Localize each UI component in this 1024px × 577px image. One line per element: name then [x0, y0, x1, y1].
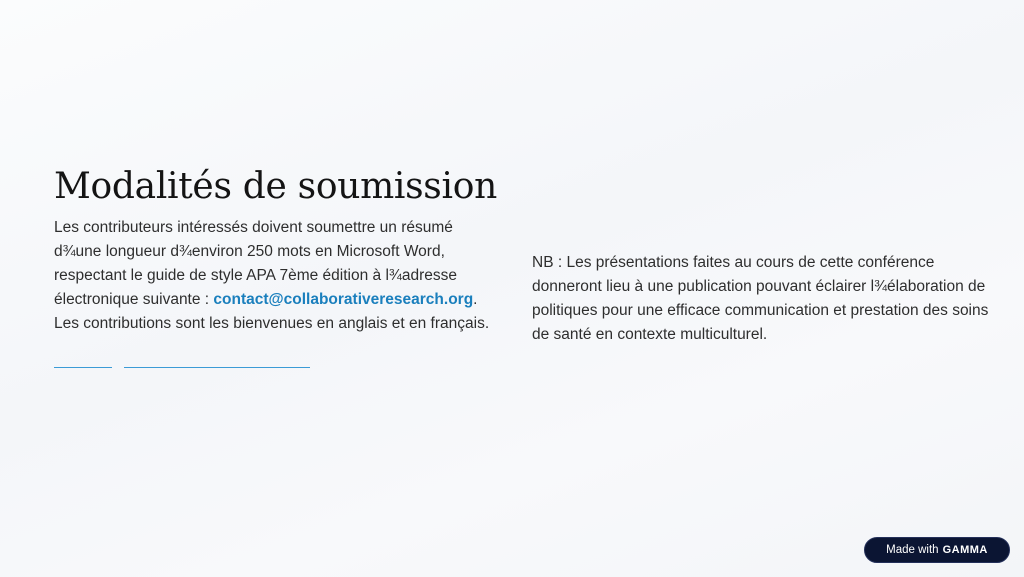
submission-details: [54, 216, 504, 336]
submission-text-after: . Les contributions sont les bienvenues en anglais et en français.: [54, 291, 490, 332]
underline-long: [124, 367, 310, 368]
made-with-gamma-badge[interactable]: [864, 537, 1010, 563]
contact-email-link[interactable]: contact@collaborativeresearch.org: [213, 291, 474, 308]
publication-note: NB : Les présentations faites au cours de cette conférence donneront lieu à une publication pouvant éclairer l¾élaboration de politiques pour une efficace communication et prestation des soins de santé en contexte multiculturel.: [532, 254, 989, 343]
submission-text-before: Les contributeurs intéressés doivent soumettre un résumé d¾une longueur d¾environ 250 mots en Microsoft Word, respectant le guide de style APA 7ème édition à l¾adresse électronique suivante :: [54, 219, 457, 308]
gamma-logo-text: GAMMA: [942, 544, 988, 556]
decorative-underlines: [54, 367, 314, 369]
badge-prefix: Made with: [886, 544, 939, 556]
underline-short: [54, 367, 112, 368]
slide-title: Modalités de soumission: [54, 166, 497, 207]
submission-paragraph: [54, 216, 504, 336]
